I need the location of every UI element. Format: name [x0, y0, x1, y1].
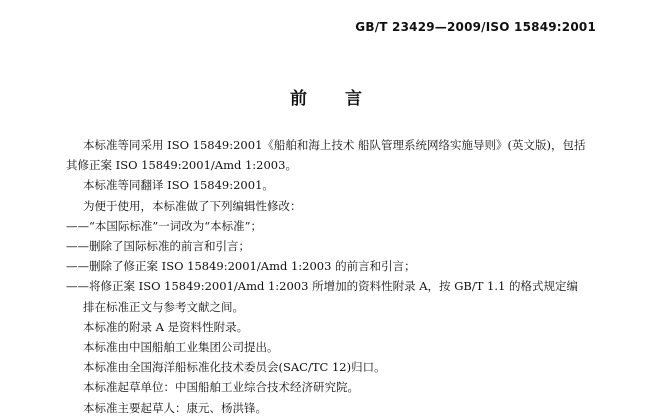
paragraph-adoption-line2: 其修正案 ISO 15849:2001/Amd 1:2003。 — [66, 158, 297, 173]
paragraph-drafting-org: 本标准起草单位：中国船舶工业综合技术经济研究院。 — [83, 380, 359, 395]
paragraph-annex: 本标准的附录 A 是资料性附录。 — [83, 319, 249, 334]
page-title: 前言 — [290, 89, 400, 109]
paragraph-editorial-intro: 为便于使用，本标准做了下列编辑性修改： — [83, 198, 302, 213]
standard-number: GB/T 23429—2009/ISO 15849:2001 — [355, 20, 596, 34]
paragraph-proposed-by: 本标准由中国船舶工业集团公司提出。 — [83, 340, 279, 355]
list-item-editorial-2: ——删除了国际标准的前言和引言； — [66, 239, 250, 254]
paragraph-administered-by: 本标准由全国海洋船标准化技术委员会(SAC/TC 12)归口。 — [83, 360, 386, 375]
list-item-editorial-4-line1: ——将修正案 ISO 15849:2001/Amd 1:2003 所增加的资料性附录 A，按 GB/T 1.1 的格式规定编 — [66, 279, 578, 294]
paragraph-adoption-line1: 本标准等同采用 ISO 15849:2001《船舶和海上技术 船队管理系统网络实施导则》(英文版)，包括 — [83, 138, 586, 152]
foreword-body — [66, 135, 606, 418]
paragraph-drafters: 本标准主要起草人：康元、杨洪锋。 — [83, 400, 267, 415]
list-item-editorial-4-line2: 排在标准正文与参考文献之间。 — [83, 299, 244, 314]
list-item-editorial-3: ——删除了修正案 ISO 15849:2001/Amd 1:2003 的前言和引言； — [66, 259, 416, 274]
list-item-editorial-1: ——“本国际标准”一词改为“本标准”； — [66, 218, 263, 233]
paragraph-translation: 本标准等同翻译 ISO 15849:2001。 — [83, 178, 274, 193]
